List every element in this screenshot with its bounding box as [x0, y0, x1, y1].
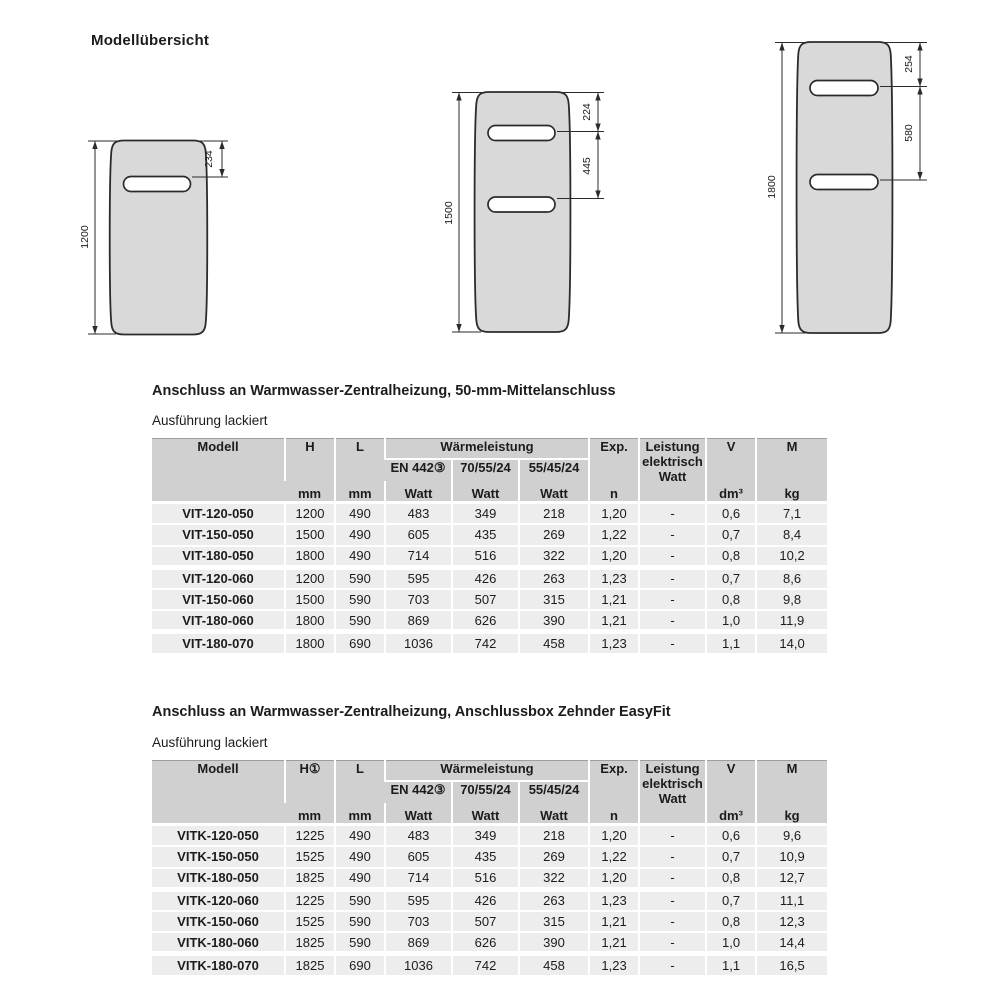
value-cell: 426: [452, 567, 519, 589]
value-cell: -: [639, 503, 706, 525]
arrowhead: [219, 169, 224, 177]
value-cell: 435: [452, 846, 519, 868]
col-header-en442: EN 442③: [385, 459, 452, 481]
value-cell: 0,8: [706, 589, 756, 611]
value-cell: 483: [385, 503, 452, 525]
value-cell: 1,23: [589, 567, 639, 589]
radiator-slot: [124, 177, 191, 192]
arrowhead: [917, 87, 922, 95]
value-cell: 1800: [285, 546, 335, 568]
value-cell: 426: [452, 889, 519, 911]
table-row: [152, 524, 827, 546]
spec-table-vit: [152, 438, 827, 653]
value-cell: 869: [385, 932, 452, 954]
value-cell: 9,8: [756, 589, 827, 611]
value-cell: -: [639, 846, 706, 868]
value-cell: 690: [335, 954, 385, 976]
col-header-exp: Exp.: [589, 761, 639, 803]
height-label: 1800: [766, 175, 778, 199]
unit-exp: n: [589, 803, 639, 825]
value-cell: 1800: [285, 632, 335, 654]
value-cell: 1225: [285, 889, 335, 911]
spec-table-body: [152, 825, 827, 976]
value-cell: -: [639, 889, 706, 911]
value-cell: 0,8: [706, 868, 756, 890]
arrowhead: [917, 43, 922, 51]
value-cell: 269: [519, 846, 589, 868]
value-cell: 1,23: [589, 954, 639, 976]
arrowhead: [595, 132, 600, 140]
radiator-body: [110, 141, 208, 335]
value-cell: -: [639, 610, 706, 632]
col-header-l: L: [335, 439, 385, 481]
arrowhead: [595, 93, 600, 101]
unit-5545: Watt: [519, 481, 589, 503]
value-cell: 605: [385, 524, 452, 546]
value-cell: 0,7: [706, 846, 756, 868]
value-cell: 490: [335, 524, 385, 546]
model-cell: VITK-120-060: [152, 889, 285, 911]
table-row: [152, 954, 827, 976]
value-cell: 1,22: [589, 524, 639, 546]
table-row: [152, 825, 827, 847]
col-header-v: V: [706, 761, 756, 803]
radiator-slot: [488, 126, 555, 141]
offset-label: 234: [203, 150, 215, 168]
value-cell: 590: [335, 589, 385, 611]
value-cell: 507: [452, 911, 519, 933]
unit-l: mm: [335, 803, 385, 825]
value-cell: 7,1: [756, 503, 827, 525]
model-cell: VITK-180-060: [152, 932, 285, 954]
value-cell: 1500: [285, 524, 335, 546]
value-cell: -: [639, 954, 706, 976]
model-cell: VIT-180-060: [152, 610, 285, 632]
col-header-7055: 70/55/24: [452, 459, 519, 481]
table-row: [152, 889, 827, 911]
value-cell: -: [639, 632, 706, 654]
model-cell: VIT-120-060: [152, 567, 285, 589]
table-row: [152, 632, 827, 654]
value-cell: 0,7: [706, 567, 756, 589]
model-cell: VITK-150-060: [152, 911, 285, 933]
value-cell: 322: [519, 868, 589, 890]
value-cell: 315: [519, 589, 589, 611]
value-cell: 263: [519, 889, 589, 911]
value-cell: 483: [385, 825, 452, 847]
model-cell: VITK-120-050: [152, 825, 285, 847]
value-cell: 9,6: [756, 825, 827, 847]
leistung-line: Watt: [658, 469, 687, 484]
value-cell: 11,9: [756, 610, 827, 632]
col-header-leistung-elektrisch: [639, 439, 706, 503]
value-cell: 390: [519, 932, 589, 954]
value-cell: 0,6: [706, 825, 756, 847]
arrowhead: [92, 326, 97, 334]
table-row: [152, 589, 827, 611]
col-header-5545: 55/45/24: [519, 459, 589, 481]
value-cell: 0,6: [706, 503, 756, 525]
model-cell: VIT-180-070: [152, 632, 285, 654]
unit-en442: Watt: [385, 803, 452, 825]
value-cell: 605: [385, 846, 452, 868]
value-cell: 869: [385, 610, 452, 632]
value-cell: 349: [452, 503, 519, 525]
value-cell: 490: [335, 825, 385, 847]
unit-exp: n: [589, 481, 639, 503]
leistung-line: elektrisch: [642, 776, 703, 791]
value-cell: -: [639, 868, 706, 890]
value-cell: -: [639, 589, 706, 611]
unit-7055: Watt: [452, 803, 519, 825]
table-row: [152, 846, 827, 868]
arrowhead: [92, 141, 97, 149]
finish-label: Ausführung lackiert: [152, 735, 268, 750]
unit-5545: Watt: [519, 803, 589, 825]
value-cell: 742: [452, 632, 519, 654]
value-cell: 626: [452, 610, 519, 632]
col-header-7055: 70/55/24: [452, 781, 519, 803]
value-cell: 12,3: [756, 911, 827, 933]
table-row: [152, 546, 827, 568]
value-cell: 590: [335, 911, 385, 933]
unit-en442: Watt: [385, 481, 452, 503]
value-cell: 1800: [285, 610, 335, 632]
value-cell: 703: [385, 589, 452, 611]
value-cell: 269: [519, 524, 589, 546]
value-cell: 349: [452, 825, 519, 847]
model-cell: VITK-180-070: [152, 954, 285, 976]
value-cell: 1825: [285, 932, 335, 954]
unit-m: kg: [756, 481, 827, 503]
model-cell: VITK-150-050: [152, 846, 285, 868]
value-cell: 12,7: [756, 868, 827, 890]
value-cell: 690: [335, 632, 385, 654]
value-cell: 1,23: [589, 632, 639, 654]
value-cell: 1825: [285, 954, 335, 976]
value-cell: 1,21: [589, 932, 639, 954]
value-cell: 8,4: [756, 524, 827, 546]
value-cell: 1200: [285, 567, 335, 589]
value-cell: 1,21: [589, 610, 639, 632]
value-cell: -: [639, 524, 706, 546]
value-cell: 1525: [285, 911, 335, 933]
arrowhead: [595, 191, 600, 199]
value-cell: 703: [385, 911, 452, 933]
col-header-v: V: [706, 439, 756, 481]
arrowhead: [595, 124, 600, 132]
leistung-line: Leistung: [645, 439, 700, 454]
value-cell: 742: [452, 954, 519, 976]
col-header-modell: Modell: [152, 761, 285, 825]
table-row: [152, 868, 827, 890]
value-cell: 595: [385, 889, 452, 911]
arrowhead: [779, 43, 784, 51]
radiator-slot: [810, 81, 878, 96]
value-cell: 11,1: [756, 889, 827, 911]
arrowhead: [219, 141, 224, 149]
unit-v: dm³: [706, 803, 756, 825]
model-cell: VIT-150-060: [152, 589, 285, 611]
value-cell: 490: [335, 846, 385, 868]
col-header-h: H: [285, 439, 335, 481]
value-cell: 1200: [285, 503, 335, 525]
offset-label: 254: [903, 55, 915, 73]
value-cell: 1500: [285, 589, 335, 611]
value-cell: 1036: [385, 954, 452, 976]
value-cell: -: [639, 911, 706, 933]
unit-h: mm: [285, 803, 335, 825]
value-cell: 714: [385, 546, 452, 568]
value-cell: 590: [335, 932, 385, 954]
value-cell: 1,1: [706, 632, 756, 654]
col-header-l: L: [335, 761, 385, 803]
value-cell: 458: [519, 954, 589, 976]
value-cell: 1036: [385, 632, 452, 654]
model-cell: VIT-150-050: [152, 524, 285, 546]
model-cell: VIT-120-050: [152, 503, 285, 525]
value-cell: 590: [335, 567, 385, 589]
value-cell: 0,8: [706, 911, 756, 933]
col-header-m: M: [756, 439, 827, 481]
col-header-exp: Exp.: [589, 439, 639, 481]
value-cell: 590: [335, 889, 385, 911]
model-cell: VIT-180-050: [152, 546, 285, 568]
arrowhead: [456, 93, 461, 101]
col-header-waermeleistung: Wärmeleistung: [385, 761, 589, 781]
col-header-modell: Modell: [152, 439, 285, 503]
value-cell: -: [639, 932, 706, 954]
offset-label: 224: [581, 103, 593, 121]
spec-table-vitk: [152, 760, 827, 975]
section-heading-mittelanschluss: Anschluss an Warmwasser-Zentralheizung, 50-mm-Mittelanschluss: [152, 383, 616, 399]
page-title: Modellübersicht: [91, 32, 210, 49]
value-cell: 263: [519, 567, 589, 589]
value-cell: 0,8: [706, 546, 756, 568]
arrowhead: [917, 172, 922, 180]
value-cell: 1,21: [589, 589, 639, 611]
col-header-en442: EN 442③: [385, 781, 452, 803]
leistung-line: Leistung: [645, 761, 700, 776]
value-cell: 1,0: [706, 610, 756, 632]
value-cell: 435: [452, 524, 519, 546]
value-cell: 590: [335, 610, 385, 632]
value-cell: 1825: [285, 868, 335, 890]
radiator-slot: [488, 197, 555, 212]
value-cell: 490: [335, 546, 385, 568]
value-cell: 490: [335, 503, 385, 525]
value-cell: 1,22: [589, 846, 639, 868]
finish-label: Ausführung lackiert: [152, 413, 268, 428]
model-cell: VITK-180-050: [152, 868, 285, 890]
slot-gap-label: 445: [581, 157, 593, 175]
section-heading-easyfit: Anschluss an Warmwasser-Zentralheizung, Anschlussbox Zehnder EasyFit: [152, 704, 671, 720]
arrowhead: [917, 79, 922, 87]
col-header-waermeleistung: Wärmeleistung: [385, 439, 589, 459]
value-cell: 1,21: [589, 911, 639, 933]
value-cell: -: [639, 567, 706, 589]
value-cell: 218: [519, 503, 589, 525]
value-cell: 714: [385, 868, 452, 890]
value-cell: -: [639, 825, 706, 847]
value-cell: 595: [385, 567, 452, 589]
table-row: [152, 503, 827, 525]
value-cell: 516: [452, 868, 519, 890]
table-row: [152, 610, 827, 632]
spec-table-body: [152, 503, 827, 654]
value-cell: 0,7: [706, 889, 756, 911]
col-header-leistung-elektrisch: [639, 761, 706, 825]
value-cell: 1,0: [706, 932, 756, 954]
table-row: [152, 932, 827, 954]
col-header-5545: 55/45/24: [519, 781, 589, 803]
unit-v: dm³: [706, 481, 756, 503]
radiator-diagram-1800: [760, 28, 938, 346]
unit-7055: Watt: [452, 481, 519, 503]
height-label: 1500: [443, 201, 455, 225]
radiator-diagram-1200: [70, 125, 245, 347]
radiator-slot: [810, 175, 878, 190]
value-cell: 1,20: [589, 825, 639, 847]
value-cell: 8,6: [756, 567, 827, 589]
value-cell: 390: [519, 610, 589, 632]
value-cell: 16,5: [756, 954, 827, 976]
value-cell: 507: [452, 589, 519, 611]
arrowhead: [779, 325, 784, 333]
value-cell: 1,20: [589, 546, 639, 568]
value-cell: 1,20: [589, 868, 639, 890]
value-cell: 1,1: [706, 954, 756, 976]
value-cell: 10,9: [756, 846, 827, 868]
col-header-m: M: [756, 761, 827, 803]
radiator-diagram-1500: [440, 78, 615, 340]
leistung-line: Watt: [658, 791, 687, 806]
table-row: [152, 911, 827, 933]
unit-m: kg: [756, 803, 827, 825]
value-cell: 14,0: [756, 632, 827, 654]
unit-h: mm: [285, 481, 335, 503]
value-cell: 0,7: [706, 524, 756, 546]
value-cell: 626: [452, 932, 519, 954]
value-cell: 490: [335, 868, 385, 890]
height-label: 1200: [79, 225, 91, 249]
arrowhead: [456, 324, 461, 332]
value-cell: 322: [519, 546, 589, 568]
table-row: [152, 567, 827, 589]
value-cell: 516: [452, 546, 519, 568]
value-cell: 1525: [285, 846, 335, 868]
value-cell: 1225: [285, 825, 335, 847]
value-cell: 10,2: [756, 546, 827, 568]
value-cell: -: [639, 546, 706, 568]
value-cell: 218: [519, 825, 589, 847]
unit-l: mm: [335, 481, 385, 503]
col-header-h: H①: [285, 761, 335, 803]
leistung-line: elektrisch: [642, 454, 703, 469]
slot-gap-label: 580: [903, 124, 915, 142]
value-cell: 315: [519, 911, 589, 933]
value-cell: 14,4: [756, 932, 827, 954]
value-cell: 1,23: [589, 889, 639, 911]
value-cell: 1,20: [589, 503, 639, 525]
value-cell: 458: [519, 632, 589, 654]
